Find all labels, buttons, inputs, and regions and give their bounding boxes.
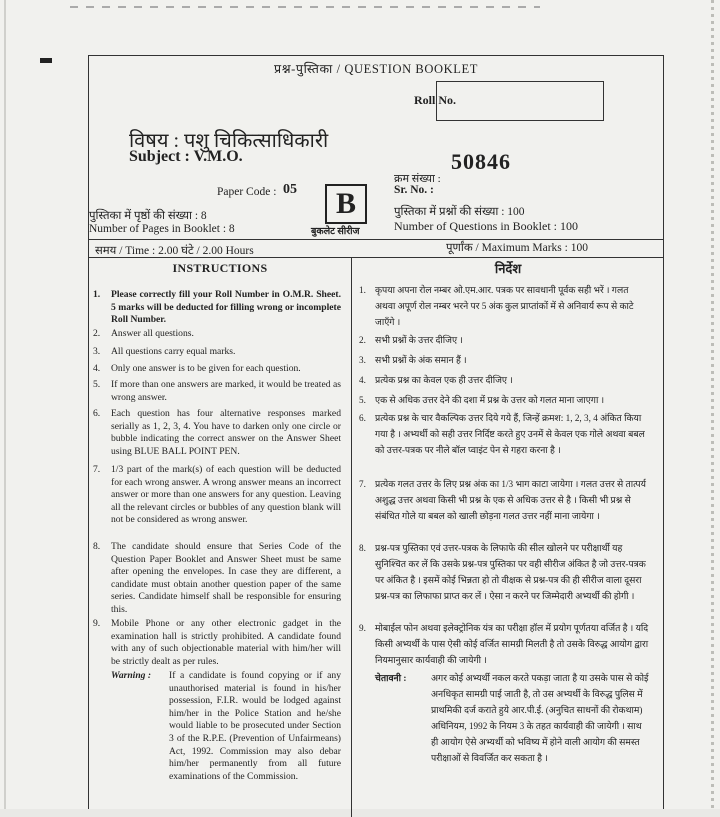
questions-count-hindi: पुस्तिका में प्रश्नों की संख्या : 100 bbox=[394, 206, 525, 218]
instruction-number: 1. bbox=[93, 289, 101, 300]
booklet-frame bbox=[88, 55, 664, 809]
instruction-number: 7. bbox=[359, 479, 366, 489]
warning-text-en: If a candidate is found copying or if any unauthorised material is found in his/her possession, F.I.R. would be lodged against him/her in the Police Station and he/she would liable to be prosecuted under Section 3 of the R.P.E. (Prevention of Unfairmeans) Act, 1992. Commission may also debar him/her permanently from all future examinations of the Commission. bbox=[169, 670, 341, 782]
divider-line bbox=[89, 257, 663, 258]
subject-english: Subject : V.M.O. bbox=[129, 148, 243, 165]
instruction-text: कृपया अपना रोल नम्बर ओ.एम.आर. पत्रक पर सावधानी पूर्वक सही भरें । गलत अथवा अपूर्ण रोल नम्बर भरने पर 5 अंक कुल प्राप्तांकों में से अनिवार्य रूप से काटे जाएँगे । bbox=[375, 285, 634, 327]
instruction-text: Only one answer is to be given for each question. bbox=[111, 363, 301, 374]
instruction-number: 8. bbox=[93, 541, 101, 552]
instruction-text: Please correctly fill your Roll Number in O.M.R. Sheet. 5 marks will be deducted for filling wrong or incomplete Roll Number. bbox=[111, 289, 341, 326]
instruction-text: 1/3 part of the mark(s) of each question will be deducted for each wrong answer. A wrong answer means an incorrect answer or more than one answers for any question. Leaving all the relevant circles or bubbles of any question blank will not be considered as wrong answer. bbox=[111, 464, 341, 526]
warning-label-en: Warning : bbox=[111, 670, 152, 681]
instruction-number: 2. bbox=[93, 328, 101, 339]
instruction-text: प्रत्येक प्रश्न का केवल एक ही उत्तर दीजिए । bbox=[375, 375, 513, 385]
series-label: बुकलेट सीरीज bbox=[311, 227, 360, 237]
nirdesh-heading: निर्देश bbox=[494, 261, 522, 276]
instruction-number: 9. bbox=[93, 618, 101, 629]
page-edge-right bbox=[711, 0, 714, 809]
serial-number: 50846 bbox=[451, 149, 511, 174]
instruction-text: Answer all questions. bbox=[111, 328, 194, 339]
instruction-text: All questions carry equal marks. bbox=[111, 346, 236, 357]
scan-dots bbox=[70, 6, 540, 8]
instruction-number: 3. bbox=[93, 346, 101, 357]
instruction-text: The candidate should ensure that Series Code of the Question Paper Booklet and Answer Sheet must be same after opening the envelopes. In case they are different, a candidate must obtain another question paper of the same series. Candidate himself shall be responsible for ensuring this. bbox=[111, 541, 341, 615]
instruction-number: 2. bbox=[359, 335, 366, 345]
serial-label-hindi: क्रम संख्या : bbox=[394, 173, 441, 185]
instruction-text: प्रत्येक गलत उत्तर के लिए प्रश्न अंक का 1/3 भाग काटा जायेगा । गलत उत्तर से तात्पर्य अशुद्ध उत्तर अथवा किसी भी प्रश्न के एक से अधिक उत्तर से है । किसी भी प्रश्न से संबंधित गोले या बबल को खाली छोड़ना गलत उत्तर नहीं माना जायेगा । bbox=[375, 479, 646, 521]
paper-code-value: 05 bbox=[283, 182, 297, 197]
maximum-marks: पूर्णांक / Maximum Marks : 100 bbox=[446, 242, 588, 254]
serial-label-english: Sr. No. : bbox=[394, 184, 434, 196]
instruction-number: 1. bbox=[359, 285, 366, 295]
time-allowed: समय / Time : 2.00 घंटे / 2.00 Hours bbox=[95, 245, 254, 257]
pages-count-english: Number of Pages in Booklet : 8 bbox=[89, 223, 235, 235]
series-badge: B bbox=[325, 184, 367, 224]
subject-hindi: विषय : पशु चिकित्साधिकारी bbox=[129, 130, 329, 152]
column-divider bbox=[351, 257, 352, 817]
pages-count-hindi: पुस्तिका में पृष्ठों की संख्या : 8 bbox=[89, 210, 207, 222]
instruction-number: 9. bbox=[359, 623, 366, 633]
roll-number-box[interactable] bbox=[436, 81, 604, 121]
instruction-text: एक से अधिक उत्तर देने की दशा में प्रश्न के उत्तर को गलत माना जाएगा । bbox=[375, 395, 605, 405]
instruction-number: 4. bbox=[359, 375, 366, 385]
instructions-heading: INSTRUCTIONS bbox=[172, 261, 268, 275]
warning-label-hi: चेतावनी : bbox=[375, 673, 407, 683]
instruction-number: 5. bbox=[359, 395, 366, 405]
instruction-text: Mobile Phone or any other electronic gadget in the examination hall is strictly prohibited. A candidate found with any of such objectionable material with him/her will be strictly dealt as per rules. bbox=[111, 618, 341, 667]
booklet-title: प्रश्न-पुस्तिका / QUESTION BOOKLET bbox=[274, 62, 478, 76]
instruction-number: 6. bbox=[93, 408, 101, 419]
instruction-text: सभी प्रश्नों के उत्तर दीजिए । bbox=[375, 335, 463, 345]
instruction-text: If more than one answers are marked, it would be treated as wrong answer. bbox=[111, 379, 341, 403]
instruction-number: 4. bbox=[93, 363, 101, 374]
instruction-number: 6. bbox=[359, 413, 366, 423]
instruction-text: सभी प्रश्नों के अंक समान हैं । bbox=[375, 355, 467, 365]
instruction-number: 5. bbox=[93, 379, 101, 390]
instruction-text: Each question has four alternative responses marked serially as 1, 2, 3, 4. You have to darken only one circle or bubble indicating the correct answer on the Answer Sheet using BLUE BALL POINT PEN. bbox=[111, 408, 341, 457]
questions-count-english: Number of Questions in Booklet : 100 bbox=[394, 219, 578, 233]
roll-number-label: Roll No. bbox=[414, 93, 456, 107]
instruction-text: मोबाईल फोन अथवा इलेक्ट्रोनिक यंत्र का परीक्षा हॉल में प्रयोग पूर्णतया वर्जित है । यदि किसी अभ्यर्थी के पास ऐसी कोई वर्जित सामग्री मिलती है तो उसके विरुद्ध आयोग द्वारा नियमानुसार कार्यवाही की जायेगी । bbox=[375, 623, 649, 665]
warning-text-hi: अगर कोई अभ्यर्थी नकल करते पकड़ा जाता है या उसके पास से कोई अनधिकृत सामग्री पाई जाती है, तो उस अभ्यर्थी के विरुद्ध पुलिस में प्राथमिकी दर्ज कराते हुये आर.पी.ई. (अनुचित साधनों की रोकथाम) अधिनियम, 1992 के नियम 3 के तहत कार्यवाही की जायेगी । साथ ही आयोग ऐसे अभ्यर्थी को भविष्य में होने वाली आयोग की समस्त परीक्षाओं से विवर्जित कर सकता है । bbox=[431, 673, 649, 763]
instruction-number: 8. bbox=[359, 543, 366, 553]
paper-code-label: Paper Code : bbox=[217, 186, 277, 198]
instruction-number: 3. bbox=[359, 355, 366, 365]
instruction-text: प्रत्येक प्रश्न के चार वैकल्पिक उत्तर दिये गये हैं, जिन्हें क्रमश: 1, 2, 3, 4 अंकित किया गया है । अभ्यर्थी को सही उत्तर निर्दिष्ट करते हुए उनमें से केवल एक गोले अथवा बबल को उत्तर-पत्रक पर नीले बॉल प्वाइंट पेन से गहरा करना है । bbox=[375, 413, 645, 455]
instruction-text: प्रश्न-पत्र पुस्तिका एवं उत्तर-पत्रक के लिफाफे की सील खोलने पर परीक्षार्थी यह सुनिश्चित कर लें कि उसके प्रश्न-पत्र पुस्तिका पर वही सीरीज अंकित है जो उत्तर-पत्रक पर अंकित है । इसमें कोई भिन्नता हो तो वीक्षक से प्रश्न-पत्र की ही सीरीज वाला दूसरा प्रश्न-पत्र का लिफाफा प्राप्त कर लें । ऐसा न करने पर जिम्मेदारी अभ्यर्थी की होगी । bbox=[375, 543, 646, 601]
page-edge-left bbox=[4, 0, 6, 809]
corner-mark bbox=[40, 58, 52, 63]
instruction-number: 7. bbox=[93, 464, 101, 475]
